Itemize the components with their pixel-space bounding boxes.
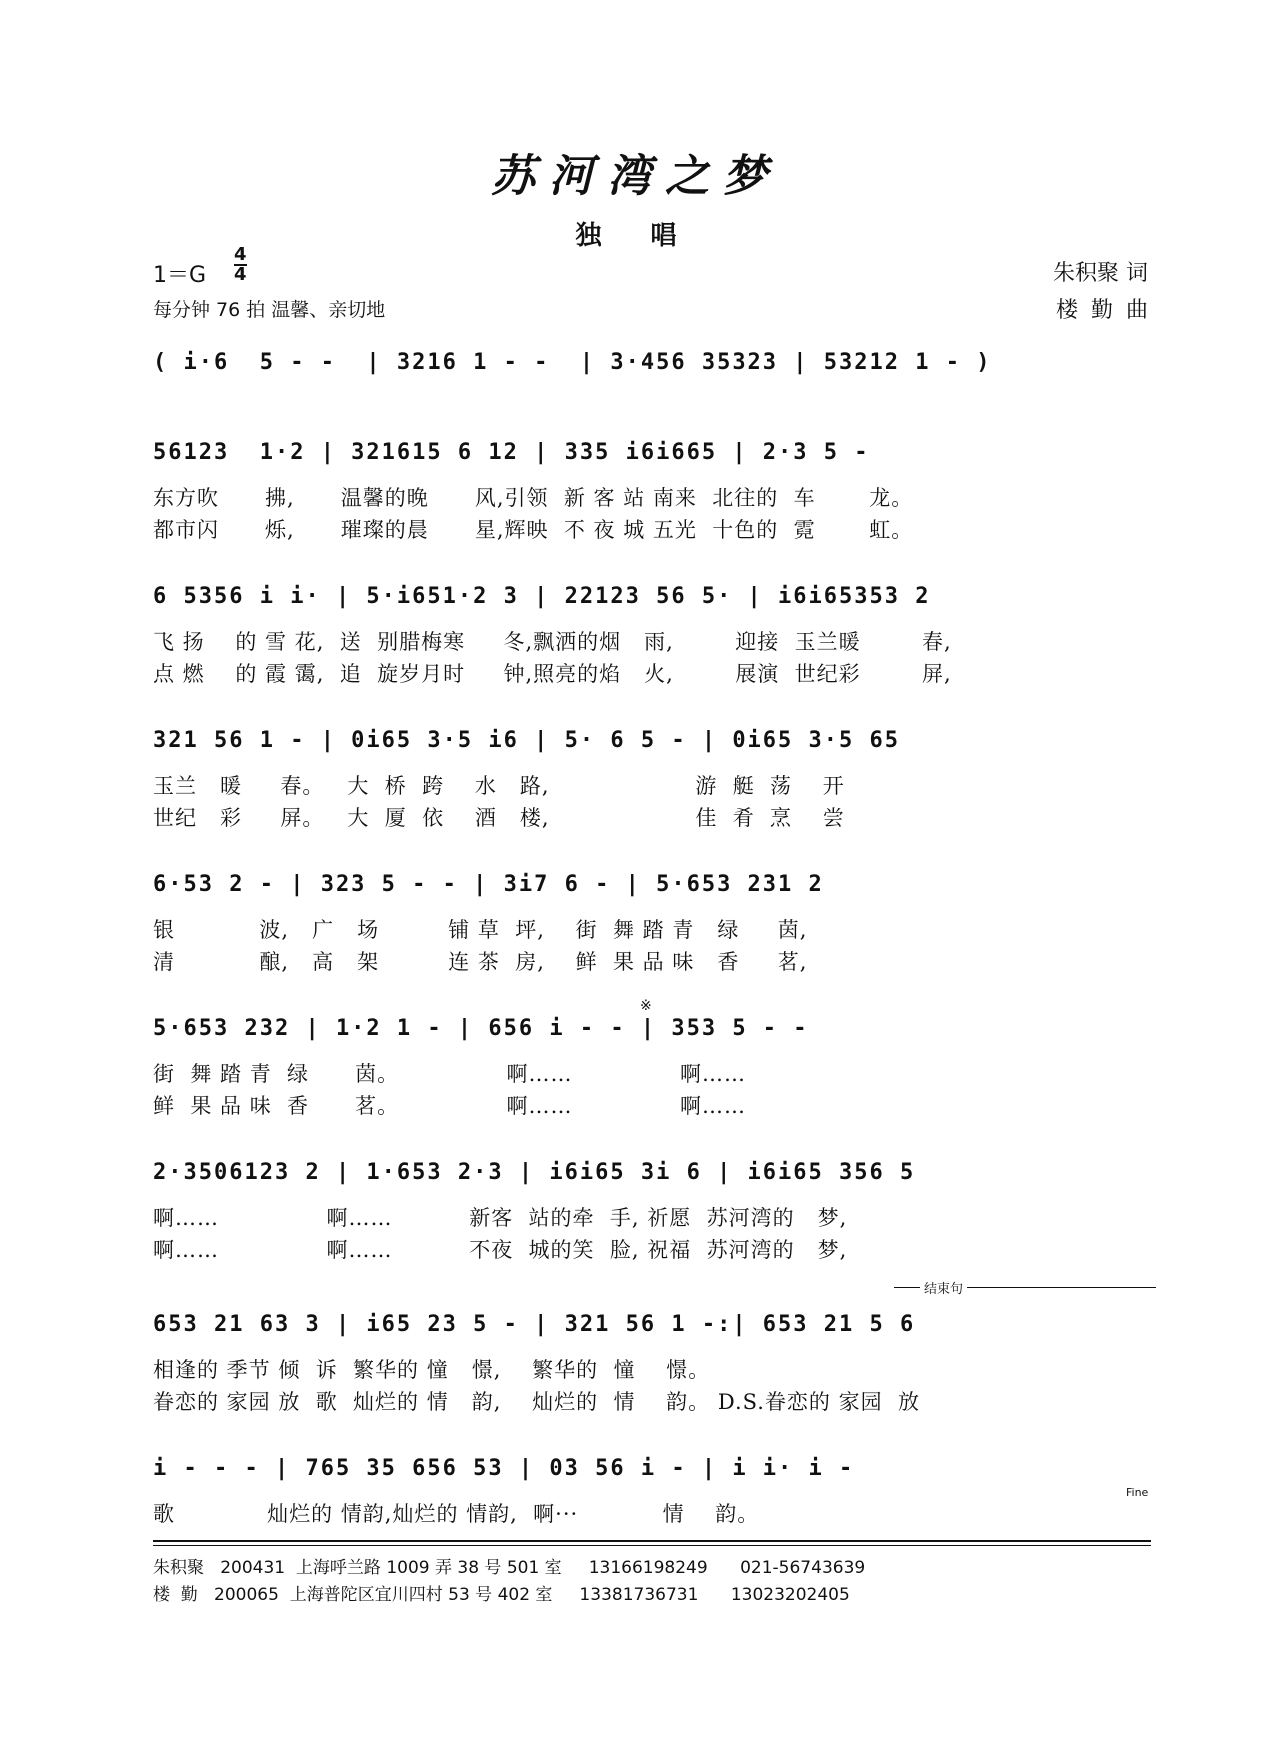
lyric-verse-1: 玉兰 暖 春。 大 桥 跨 水 路, 游 艇 荡 开 — [153, 774, 845, 798]
key-signature: 1＝G — [153, 263, 207, 288]
time-signature — [234, 246, 247, 284]
lyric-verse-2: 眷恋的 家园 放 歌 灿烂的 情 韵, 灿烂的 情 韵。 D.S.眷恋的 家园 放 — [153, 1390, 920, 1414]
lyric-verse-2: 点 燃 的 霞 霭, 追 旋岁月时 钟,照亮的焰 火, 展演 世纪彩 屏, — [153, 662, 952, 686]
segno-sign: ※ — [640, 998, 652, 1014]
composer-credit: 楼 勤 曲 — [1056, 298, 1148, 323]
song-subtitle: 独 唱 — [575, 221, 697, 251]
lyric-verse-1: 啊…… 啊…… 新客 站的牵 手, 祈愿 苏河湾的 梦, — [153, 1206, 848, 1230]
lyric-verse-2: 啊…… 啊…… 不夜 城的笑 脸, 祝福 苏河湾的 梦, — [153, 1238, 848, 1262]
ending-label: 结束句 — [920, 1278, 967, 1297]
lyric-verse-1: 歌 灿烂的 情韵,灿烂的 情韵, 啊··· 情 韵。 — [153, 1502, 760, 1526]
notation-line: 56123 1·2 | 321615 6 12 | 335 i6i665 | 2·3 5 - — [153, 440, 870, 465]
lyric-verse-2: 清 酿, 高 架 连 茶 房, 鲜 果 品 味 香 茗, — [153, 950, 808, 974]
footer-rule — [153, 1540, 1151, 1542]
notation-line: 6 5356 i i· | 5·i651·2 3 | 22123 56 5· | i6i65353 2 — [153, 584, 931, 609]
notation-line: ( i·6 5 - - | 3216 1 - - | 3·456 35323 | 53212 1 - ) — [153, 350, 992, 375]
notation-line: 5·653 232 | 1·2 1 - | 656 i - - | 353 5 - - — [153, 1016, 809, 1041]
notation-line: 6·53 2 - | 323 5 - - | 3i7 6 - | 5·653 231 2 — [153, 872, 824, 897]
contact-composer: 楼 勤 200065 上海普陀区宜川四村 53 号 402 室 13381736731 13023202405 — [153, 1585, 850, 1605]
time-signature-top: 4 — [234, 244, 247, 265]
notation-line: 2·3506123 2 | 1·653 2·3 | i6i65 3i 6 | i6i65 356 5 — [153, 1160, 916, 1185]
lyric-verse-1: 东方吹 拂, 温馨的晚 风,引领 新 客 站 南来 北往的 车 龙。 — [153, 486, 914, 510]
fine-marking: Fine — [1126, 1486, 1149, 1499]
contact-lyricist: 朱积聚 200431 上海呼兰路 1009 弄 38 号 501 室 13166198249 021-56743639 — [153, 1558, 866, 1578]
notation-line: 321 56 1 - | 0i65 3·5 i6 | 5· 6 5 - | 0i65 3·5 65 — [153, 728, 901, 753]
notation-line: 653 21 63 3 | i65 23 5 - | 321 56 1 -:| 653 21 5 6 — [153, 1312, 916, 1337]
lyric-verse-1: 银 波, 广 场 铺 草 坪, 街 舞 踏 青 绿 茵, — [153, 918, 808, 942]
lyric-verse-2: 世纪 彩 屏。 大 厦 依 酒 楼, 佳 肴 烹 尝 — [153, 806, 845, 830]
lyric-verse-2: 都市闪 烁, 璀璨的晨 星,辉映 不 夜 城 五光 十色的 霓 虹。 — [153, 518, 914, 542]
song-title: 苏河湾之梦 — [491, 151, 781, 202]
notation-line: i - - - | 765 35 656 53 | 03 56 i - | i i· i - — [153, 1456, 855, 1481]
tempo-marking: 每分钟 76 拍 温馨、亲切地 — [153, 299, 386, 321]
time-signature-bottom: 4 — [234, 264, 247, 285]
lyricist-credit: 朱积聚 词 — [1053, 261, 1148, 286]
footer-rule-thin — [153, 1545, 1151, 1546]
lyric-verse-1: 街 舞 踏 青 绿 茵。 啊…… 啊…… — [153, 1062, 747, 1086]
lyric-verse-1: 相逢的 季节 倾 诉 繁华的 憧 憬, 繁华的 憧 憬。 — [153, 1358, 711, 1382]
lyric-verse-1: 飞 扬 的 雪 花, 送 别腊梅寒 冬,飘洒的烟 雨, 迎接 玉兰暖 春, — [153, 630, 952, 654]
lyric-verse-2: 鲜 果 品 味 香 茗。 啊…… 啊…… — [153, 1094, 747, 1118]
